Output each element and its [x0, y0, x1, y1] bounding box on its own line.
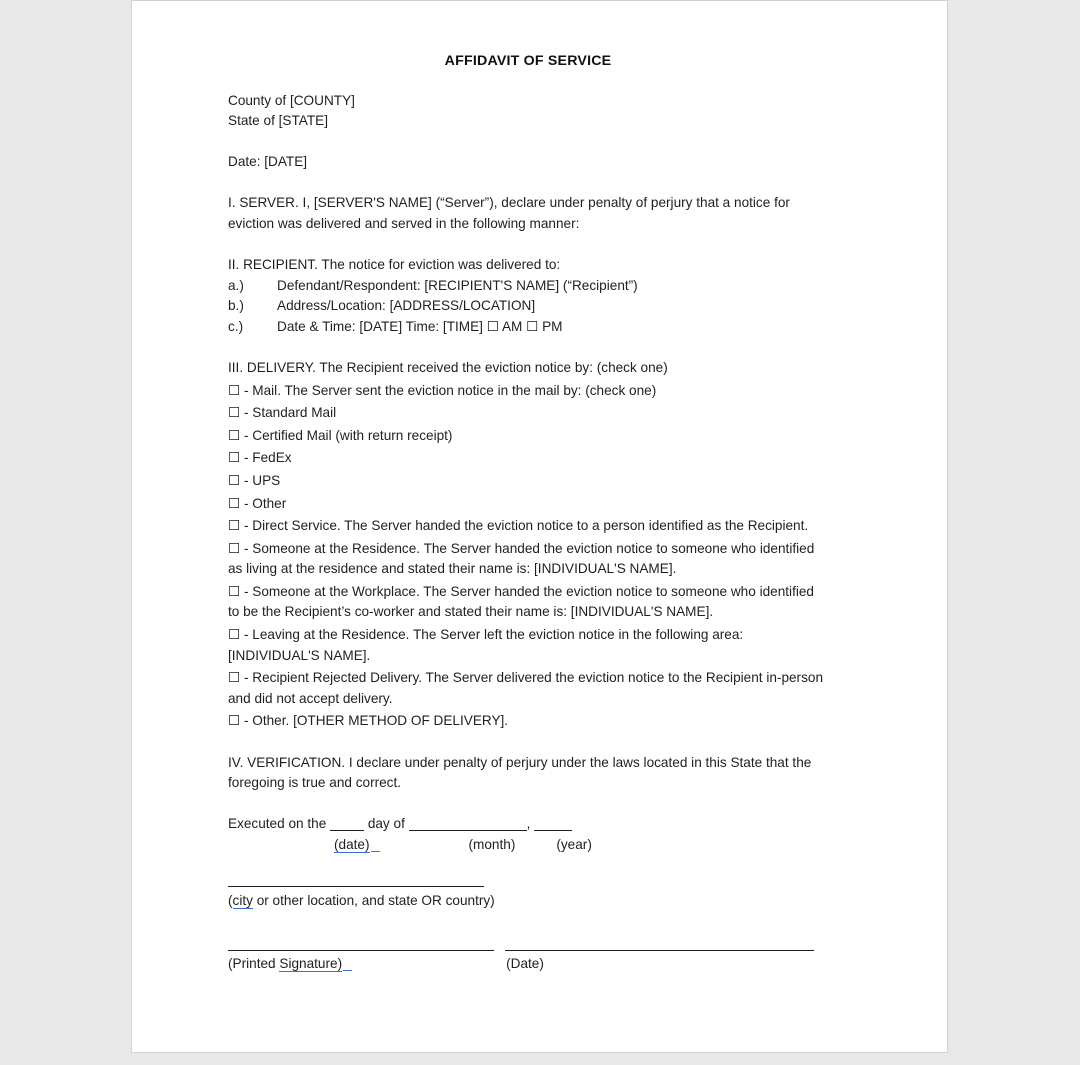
delivery-option: [228, 625, 828, 666]
location-label-open: (: [228, 893, 233, 908]
list-label: a.): [228, 277, 244, 293]
state-line: State of [STATE]: [228, 113, 328, 129]
year-blank: [534, 819, 572, 831]
location-label-rest: or other location, and state OR country): [252, 893, 495, 908]
checkbox-icon: ☐: [228, 670, 241, 687]
delivery-option-text: - FedEx: [243, 450, 292, 466]
delivery-option-text: - Standard Mail: [243, 405, 337, 421]
county-line: County of [COUNTY]: [228, 92, 355, 108]
signature-lines: [228, 934, 828, 955]
checkbox-icon: ☐: [228, 713, 241, 730]
delivery-option: [228, 516, 828, 537]
checkbox-icon: ☐: [228, 495, 241, 512]
recipient-item-c: [228, 317, 828, 338]
checkbox-icon: ☐: [228, 627, 241, 644]
delivery-option: [228, 403, 828, 424]
printed-signature-label-open: (Printed: [228, 956, 280, 972]
delivery-option-text: - Certified Mail (with return receipt): [243, 427, 453, 443]
checkbox-icon: ☐: [228, 518, 241, 535]
recipient-item-text: Defendant/Respondent: [RECIPIENT'S NAME] (“Recipient”): [277, 277, 638, 293]
checkbox-icon: ☐: [228, 450, 241, 467]
delivery-option: [228, 448, 828, 469]
location-label-line: [228, 891, 828, 912]
checkbox-icon: ☐: [228, 583, 241, 600]
location-blank: [228, 875, 484, 887]
list-label: b.): [228, 298, 244, 314]
delivery-option-text: - Other. [OTHER METHOD OF DELIVERY].: [243, 713, 509, 729]
delivery-option-text: - Leaving at the Residence. The Server left the eviction notice in the following area: [INDIVIDUAL'S NAME].: [228, 627, 744, 663]
signature-date-blank: [505, 939, 814, 951]
checkbox-icon: ☐: [228, 540, 241, 557]
delivery-option: [228, 494, 828, 515]
delivery-option: [228, 381, 828, 402]
printed-signature-blank: [228, 939, 494, 951]
delivery-heading: III. DELIVERY. The Recipient received the eviction notice by: (check one): [228, 359, 668, 375]
recipient-item-b: [228, 296, 828, 317]
server-paragraph: I. SERVER. I, [SERVER'S NAME] (“Server”), declare under penalty of perjury that a notice for eviction was delivered and served in the following manner:: [228, 195, 790, 231]
month-blank: [409, 819, 527, 831]
recipient-item-text: Date & Time: [DATE] Time: [TIME]: [277, 318, 483, 334]
delivery-option-text: - Someone at the Workplace. The Server handed the eviction notice to someone who identified to be the Recipient’s co-worker and stated their name is: [INDIVIDUAL'S NAME].: [228, 583, 814, 620]
delivery-option: [228, 582, 828, 623]
date-label: (date): [334, 836, 370, 852]
checkbox-icon: ☐: [486, 318, 499, 335]
document-content: [228, 51, 828, 975]
recipient-heading: II. RECIPIENT. The notice for eviction was delivered to:: [228, 257, 561, 273]
list-label: c.): [228, 318, 244, 334]
checkbox-icon: ☐: [526, 318, 539, 335]
date-line: Date: [DATE]: [228, 154, 308, 170]
am-label: AM: [501, 318, 523, 334]
grammar-underline: [371, 840, 380, 852]
checkbox-icon: ☐: [228, 472, 241, 489]
checkbox-icon: ☐: [228, 427, 241, 444]
delivery-option-text: - Direct Service. The Server handed the eviction notice to a person identified as the Recipient.: [243, 518, 809, 534]
recipient-item-a: [228, 276, 828, 297]
grammar-underline: [343, 959, 352, 971]
printed-signature-label-word: Signature): [279, 956, 343, 972]
month-label: (month): [468, 836, 516, 852]
comma-text: ,: [526, 816, 531, 832]
checkbox-icon: ☐: [228, 382, 241, 399]
delivery-option: [228, 426, 828, 447]
executed-labels-line: [228, 835, 828, 856]
day-of-text: day of: [367, 816, 405, 832]
document-title: AFFIDAVIT OF SERVICE: [444, 53, 612, 69]
pm-label: PM: [542, 318, 563, 334]
location-label-word: city: [232, 893, 253, 908]
date-blank: [330, 819, 364, 831]
delivery-option: [228, 711, 828, 732]
delivery-option: [228, 668, 828, 709]
signature-date-label: (Date): [506, 956, 544, 972]
executed-line: [228, 814, 828, 835]
delivery-option: [228, 471, 828, 492]
verification-paragraph: IV. VERIFICATION. I declare under penalty of perjury under the laws located in this State that the foregoing is true and correct.: [228, 754, 812, 791]
delivery-option-text: - Recipient Rejected Delivery. The Server delivered the eviction notice to the Recipient in-person and did not accept delivery.: [228, 670, 824, 706]
delivery-option: [228, 539, 828, 580]
delivery-option-text: - Mail. The Server sent the eviction notice in the mail by: (check one): [243, 382, 657, 398]
recipient-item-text: Address/Location: [ADDRESS/LOCATION]: [277, 298, 536, 314]
executed-prefix: Executed on the: [228, 816, 327, 832]
delivery-option-text: - UPS: [243, 472, 281, 488]
signature-labels-line: [228, 954, 828, 975]
year-label: (year): [556, 836, 592, 852]
delivery-option-text: - Other: [243, 495, 287, 511]
location-blank-line: [228, 870, 828, 891]
document-page: [131, 0, 948, 1053]
checkbox-icon: ☐: [228, 405, 241, 422]
delivery-option-text: - Someone at the Residence. The Server handed the eviction notice to someone who identified as living at the residence and stated their name is: [INDIVIDUAL'S NAME].: [228, 540, 815, 577]
